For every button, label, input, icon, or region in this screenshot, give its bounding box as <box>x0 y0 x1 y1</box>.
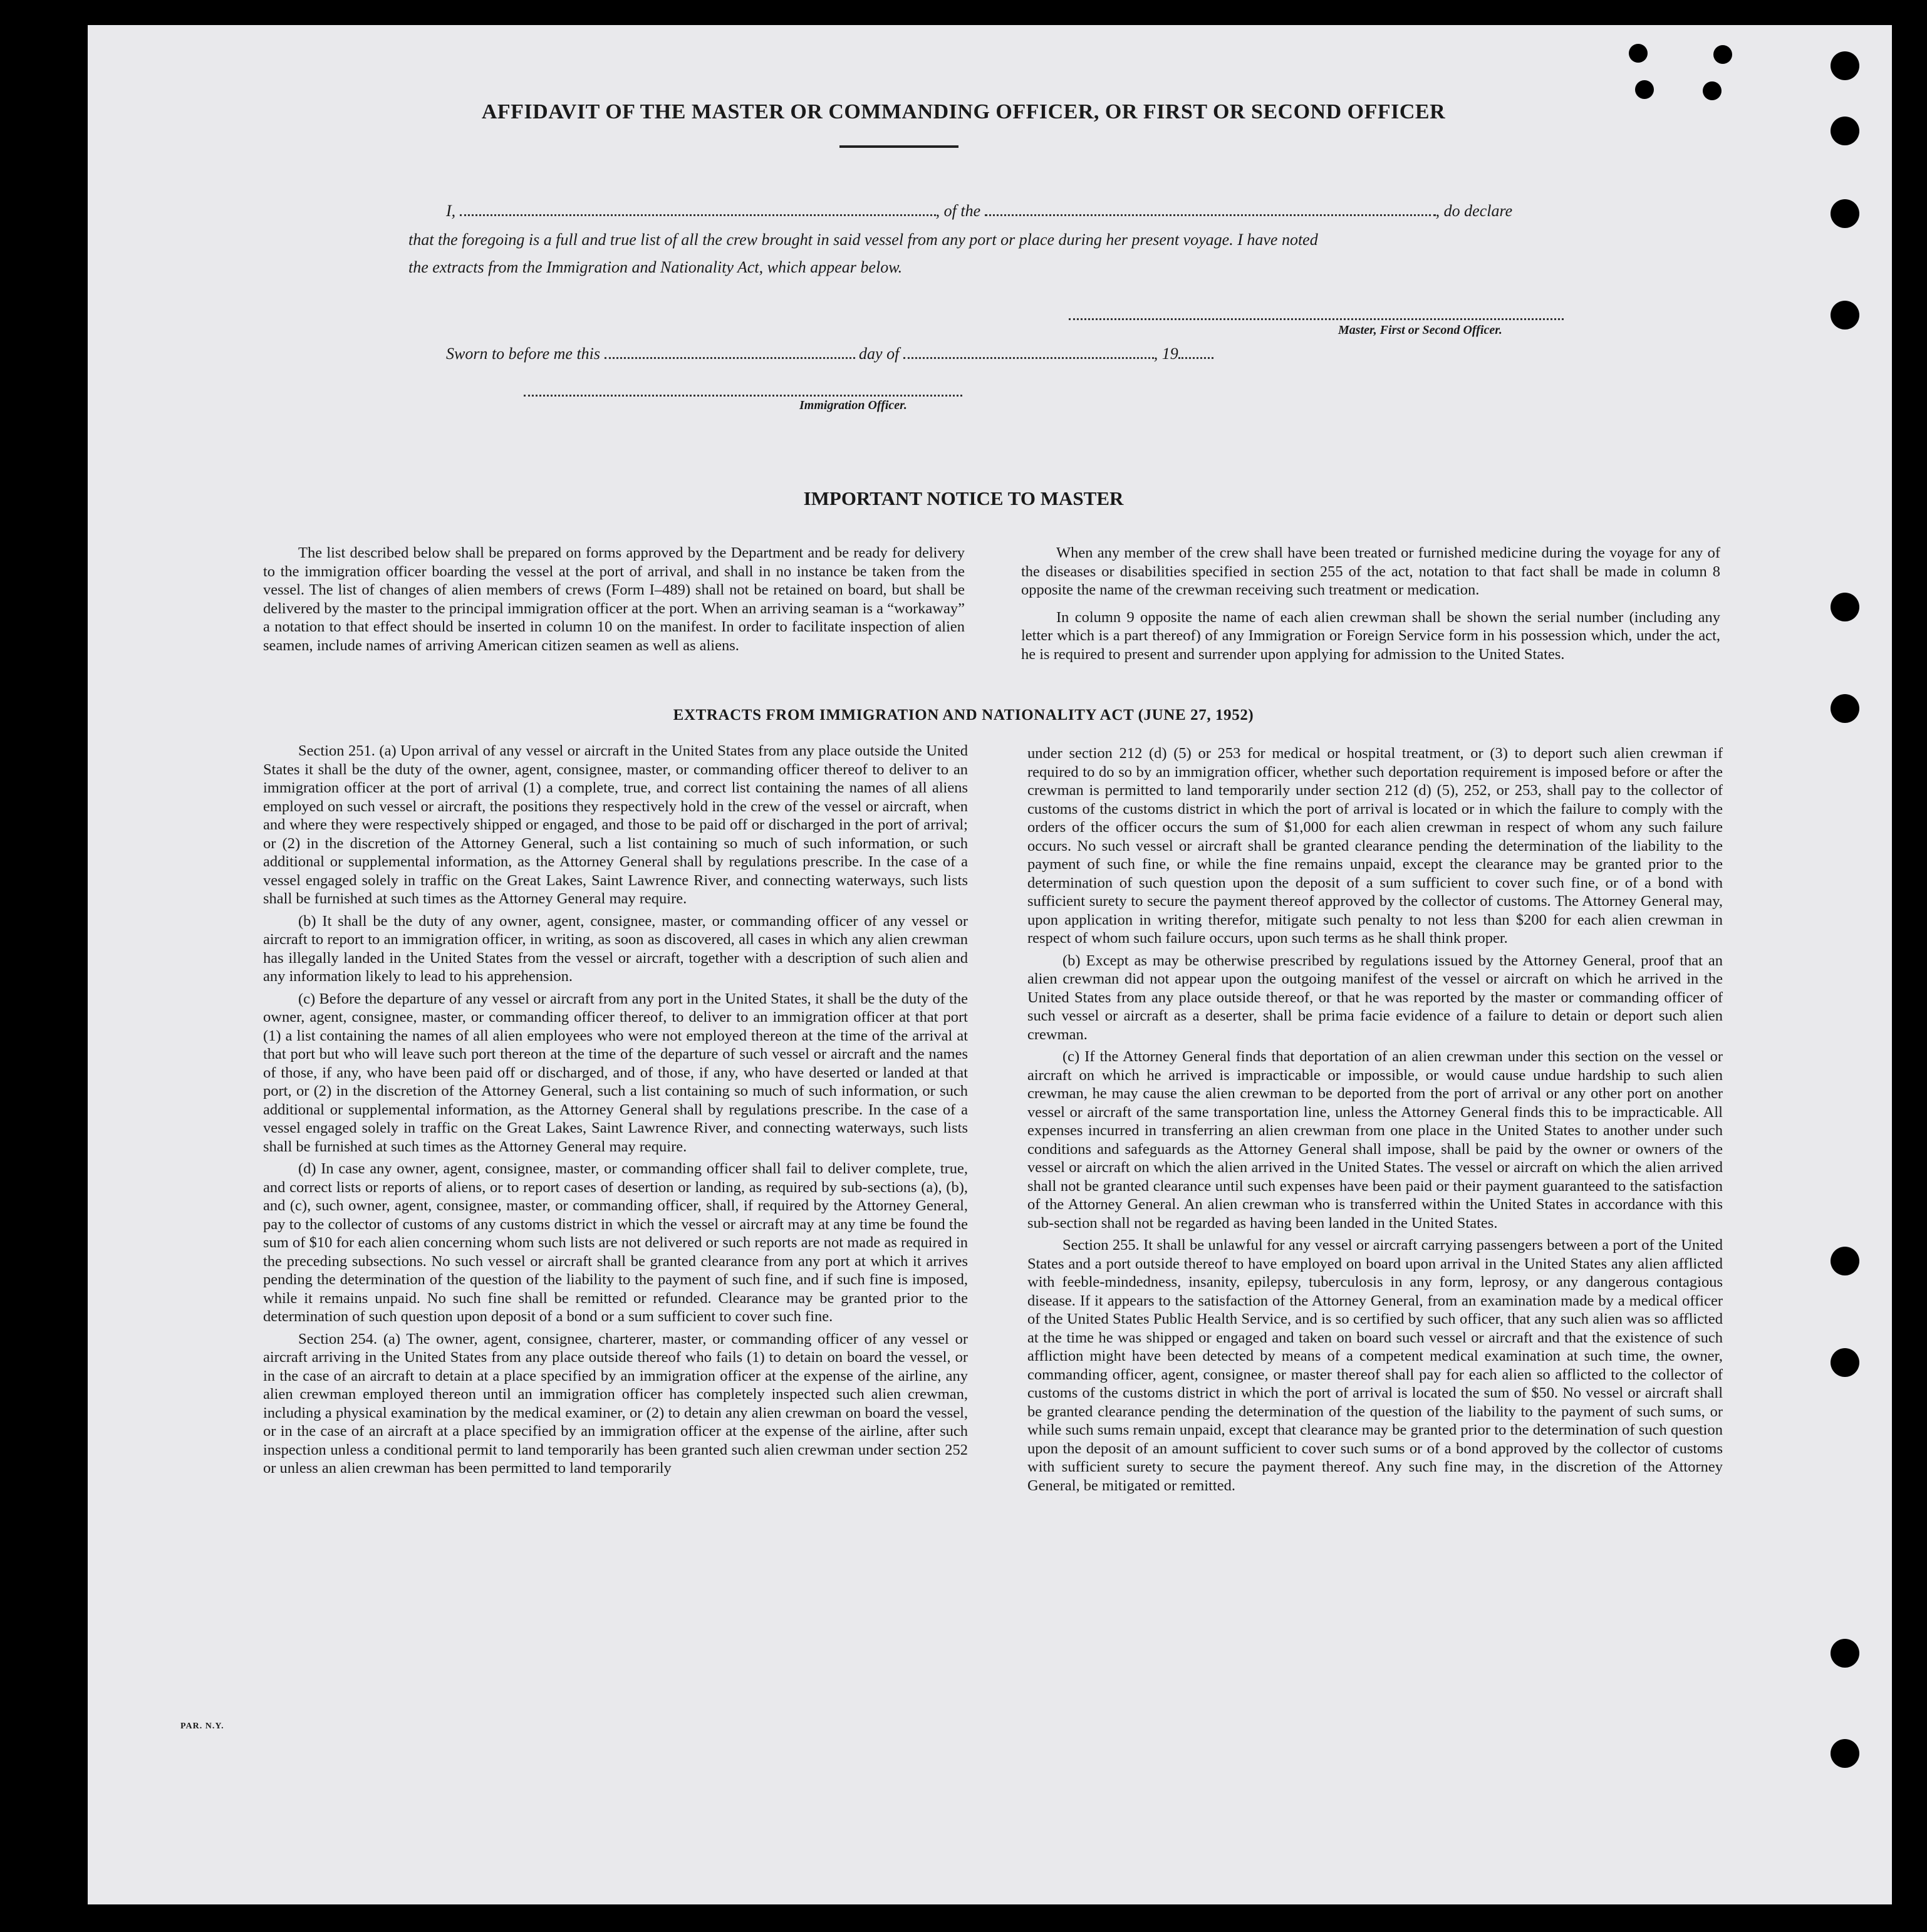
notice-paragraph: The list described below shall be prepared on forms approved by the Department and be ready for delivery to the immigration officer boarding the vessel at the port of arrival, and shall in no instance be taken from the vessel. The list of changes of alien members of crews (Form I–489) shall not be retained on board, but shall be delivered by the master to the principal immigration officer at the port. When an arriving seaman is a “workaway” a notation to that effect should be inserted in column 10 on the manifest. In order to facilitate inspection of alien seamen, include names of arriving American citizen seamen as well as aliens. <box>263 544 965 654</box>
name-blank[interactable] <box>460 209 936 216</box>
extracts-title: EXTRACTS FROM IMMIGRATION AND NATIONALITY ACT (JUNE 27, 1952) <box>673 707 1254 724</box>
section-paragraph: Section 254. (a) The owner, agent, consignee, charterer, master, or commanding officer of any vessel or aircraft arriving in the United States from any place outside thereof who fails (1) to detain on board the vessel, or in the case of an aircraft to detain at a place specified by an immigration officer at the expense of the airline, any alien crewman employed thereon until an immigration officer has completely inspected such alien crewman, including a physical examination by the medical examiner, or (2) to detain any alien crewman on board the vessel, or in the case of an aircraft at a place specified by an immigration officer at the expense of the airline, after such inspection unless a conditional permit to land temporarily has been granted such alien crewman under section 252 or unless an alien crewman has been permitted to land temporarily <box>263 1330 968 1477</box>
section-paragraph: Section 251. (a) Upon arrival of any vessel or aircraft in the United States from any place outside the United States it shall be the duty of the owner, agent, consignee, master, or commanding officer thereof to deliver to an immigration officer at the port of arrival (1) a complete, true, and correct list containing the names of all aliens employed on such vessel or aircraft, the positions they respectively hold in the crew of the vessel or aircraft, when and where they were respectively shipped or engaged, and those to be paid off or discharged in the port of arrival; or (2) in the discretion of the Attorney General, such a list containing so much of such information, or such additional or supplemental information, as the Attorney General shall by regulations prescribe. In the case of a vessel engaged solely in traffic on the Great Lakes, Saint Lawrence River, and connecting waterways, such lists shall be furnished at such times as the Attorney General may require. <box>263 742 968 907</box>
master-signature-line[interactable] <box>1069 318 1564 320</box>
extracts-left-column <box>263 742 968 1482</box>
section-paragraph: (b) It shall be the duty of any owner, agent, consignee, master, or commanding officer of any vessel or aircraft to report to an immigration officer, in writing, as soon as discovered, all cases in which any alien crewman has illegally landed in the United States from the vessel or aircraft, together with a description of such alien and any information likely to lead to his apprehension. <box>263 912 968 985</box>
of-the-label: , of the <box>935 202 981 220</box>
declaration-line <box>446 202 1512 221</box>
punch-hole <box>1713 45 1732 64</box>
day-of-label: day of <box>859 345 900 363</box>
sworn-line <box>446 345 1213 363</box>
officer-caption: Immigration Officer. <box>799 398 907 412</box>
notice-right-column <box>1021 544 1720 667</box>
punch-hole <box>1831 51 1859 80</box>
notice-left-column <box>263 544 965 658</box>
punch-hole <box>1629 44 1648 63</box>
declaration-text-3: the extracts from the Immigration and Nationality Act, which appear below. <box>408 258 903 276</box>
do-declare-label: , do declare <box>1435 202 1513 220</box>
i-label: I, <box>446 202 456 220</box>
officer-signature-line[interactable] <box>524 395 962 397</box>
notice-paragraph: When any member of the crew shall have been treated or furnished medicine during the voyage for any of the diseases or disabilities specified in section 255 of the act, notation to that fact shall be made in column 8 opposite the name of the crewman receiving such treatment or medication. <box>1021 544 1720 598</box>
day-blank[interactable] <box>605 352 855 359</box>
month-blank[interactable] <box>903 352 1154 359</box>
master-caption: Master, First or Second Officer. <box>1338 323 1502 337</box>
punch-hole <box>1831 1247 1859 1275</box>
section-paragraph: (d) In case any owner, agent, consignee, master, or commanding officer shall fail to deliver complete, true, and correct lists or reports of aliens, or to report cases of desertion or landing, as required by sub-sections (a), (b), and (c), such owner, agent, consignee, master, or commanding officer, shall, if required by the Attorney General, pay to the collector of customs of any customs district in which the vessel or aircraft may at any time be found the sum of $10 for each alien concerning whom such lists are not delivered or such reports are not made as required in the preceding subsections. No such vessel or aircraft shall be granted clearance from any port at which it arrives pending the determination of the question of the liability to the payment of such fine, and if such fine is imposed, while it remains unpaid. No such fine shall be remitted or refunded. Clearance may be granted prior to the determination of such question upon deposit of a bond or a sum sufficient to cover such fine. <box>263 1160 968 1325</box>
punch-hole <box>1831 593 1859 621</box>
punch-hole <box>1831 1348 1859 1377</box>
punch-hole <box>1831 1739 1859 1768</box>
notice-title: IMPORTANT NOTICE TO MASTER <box>803 487 1124 509</box>
section-paragraph: (b) Except as may be otherwise prescribed by regulations issued by the Attorney General, proof that an alien crewman did not appear upon the outgoing manifest of the vessel or aircraft on which he arrived in the United States from any place outside thereof, or that he was reported by the master or commanding officer of such vessel or aircraft as a deserter, shall be prima facie evidence of a failure to detain or deport such alien crewman. <box>1027 952 1723 1043</box>
punch-hole <box>1831 199 1859 228</box>
year-label: , 19 <box>1153 345 1178 363</box>
section-paragraph: (c) If the Attorney General finds that deportation of an alien crewman under this section on the vessel or aircraft on which he arrived is impracticable or impossible, or would cause undue hardship to such alien crewman, he may cause the alien crewman to be deported from the port of arrival or any other port on another vessel or aircraft of the same transportation line, unless the Attorney General finds this to be impracticable. All expenses incurred in transferring an alien crewman from one place in the United States to another under such conditions and safeguards as the Attorney General shall impose, shall be paid by the owner or owners of the vessel or aircraft on which the alien arrived in the United States. The vessel or aircraft on which the alien arrived shall not be granted clearance until such expenses have been paid or their payment guaranteed to the satisfaction of the Attorney General. An alien crewman who is transferred within the United States in accordance with this sub-section shall not be regarded as having been landed in the United States. <box>1027 1048 1723 1232</box>
punch-hole <box>1635 80 1654 99</box>
printer-mark: PAR. N.Y. <box>180 1722 224 1731</box>
punch-hole <box>1831 301 1859 330</box>
title-underline <box>839 145 958 148</box>
punch-hole <box>1831 1639 1859 1668</box>
section-paragraph: Section 255. It shall be unlawful for any vessel or aircraft carrying passengers between a port of the United States and a port outside thereof to have employed on board upon arrival in the United States any alien afflicted with feeble-mindedness, insanity, epilepsy, tuberculosis in any form, leprosy, or any dangerous contagious disease. If it appears to the satisfaction of the Attorney General, from an examination made by a medical officer of the United States Public Health Service, and is so certified by such officer, that any such alien was so afflicted at the time he was shipped or engaged and taken on board such vessel or aircraft and that the existence of such affliction might have been detected by means of a competent medical examination at such time, the owner, commanding officer, agent, consignee, or master thereof shall pay for each alien so afflicted to the collector of customs of the customs district in which the port of arrival is located the sum of $50. No vessel or aircraft shall be granted clearance pending the determination of the question of the liability to the payment of such sums, or while such sums remain unpaid, except that clearance may be granted prior to the determination of such question upon the deposit of an amount sufficient to cover such sums or of a bond approved by the collector of customs with sufficient surety to secure the payment thereof. Any such fine may, in the discretion of the Attorney General, be mitigated or remitted. <box>1027 1237 1723 1494</box>
extracts-right-column <box>1027 744 1723 1498</box>
affidavit-title: AFFIDAVIT OF THE MASTER OR COMMANDING OFFICER, OR FIRST OR SECOND OFFICER <box>481 100 1446 123</box>
notice-paragraph: In column 9 opposite the name of each alien crewman shall be shown the serial number (including any letter which is a part thereof) of any Immigration or Foreign Service form in his possession which, under the act, he is required to present and surrender upon applying for admission to the United States. <box>1021 608 1720 663</box>
year-blank[interactable] <box>1178 352 1213 359</box>
section-paragraph: (c) Before the departure of any vessel or aircraft from any port in the United States, it shall be the duty of the owner, agent, consignee, master, or commanding officer thereof, to deliver to an immigration officer at that port (1) a list containing the names of all alien employees who were not employed thereon at the time of the arrival at that port but who will leave such port thereon at the time of the departure of such vessel or aircraft and the names of those, if any, who have been paid off or discharged, and of those, if any, who have deserted or landed at that port, or (2) in the discretion of the Attorney General, such a list containing so much of such information, or such additional or supplemental information, as the Attorney General shall by regulations prescribe. In the case of a vessel engaged solely in traffic on the Great Lakes, Saint Lawrence River, and connecting waterways, such lists shall be furnished at such times as the Attorney General may require. <box>263 990 968 1155</box>
vessel-blank[interactable] <box>985 209 1436 216</box>
declaration-text-2: that the foregoing is a full and true list of all the crew brought in said vessel from any port or place during her present voyage. I have noted <box>408 231 1318 249</box>
punch-hole <box>1703 81 1722 100</box>
sworn-label: Sworn to before me this <box>446 345 601 363</box>
section-paragraph: under section 212 (d) (5) or 253 for medical or hospital treatment, or (3) to deport such alien crewman if required to do so by an immigration officer, whether such deportation requirement is imposed before or after the crewman is permitted to land temporarily under section 212 (d) (5), 252, or 253, shall pay to the collector of customs of the customs district in which the port of arrival is located or in which the failure to comply with the orders of the officer occurs the sum of $1,000 for each alien crewman in respect of whom any such failure occurs. No such vessel or aircraft shall be granted clearance pending the determination of the liability to the payment of such fine, or while the fine remains unpaid, except the clearance may be granted prior to the determination of such question upon the deposit of a sum sufficient to cover such fine, or of a bond with sufficient surety to secure the payment thereof approved by the collector of customs. The Attorney General may, upon application in writing therefor, mitigate such penalty to not less than $200 for each alien crewman in respect of whom such failure occurs, upon such terms as he shall think proper. <box>1027 745 1723 947</box>
